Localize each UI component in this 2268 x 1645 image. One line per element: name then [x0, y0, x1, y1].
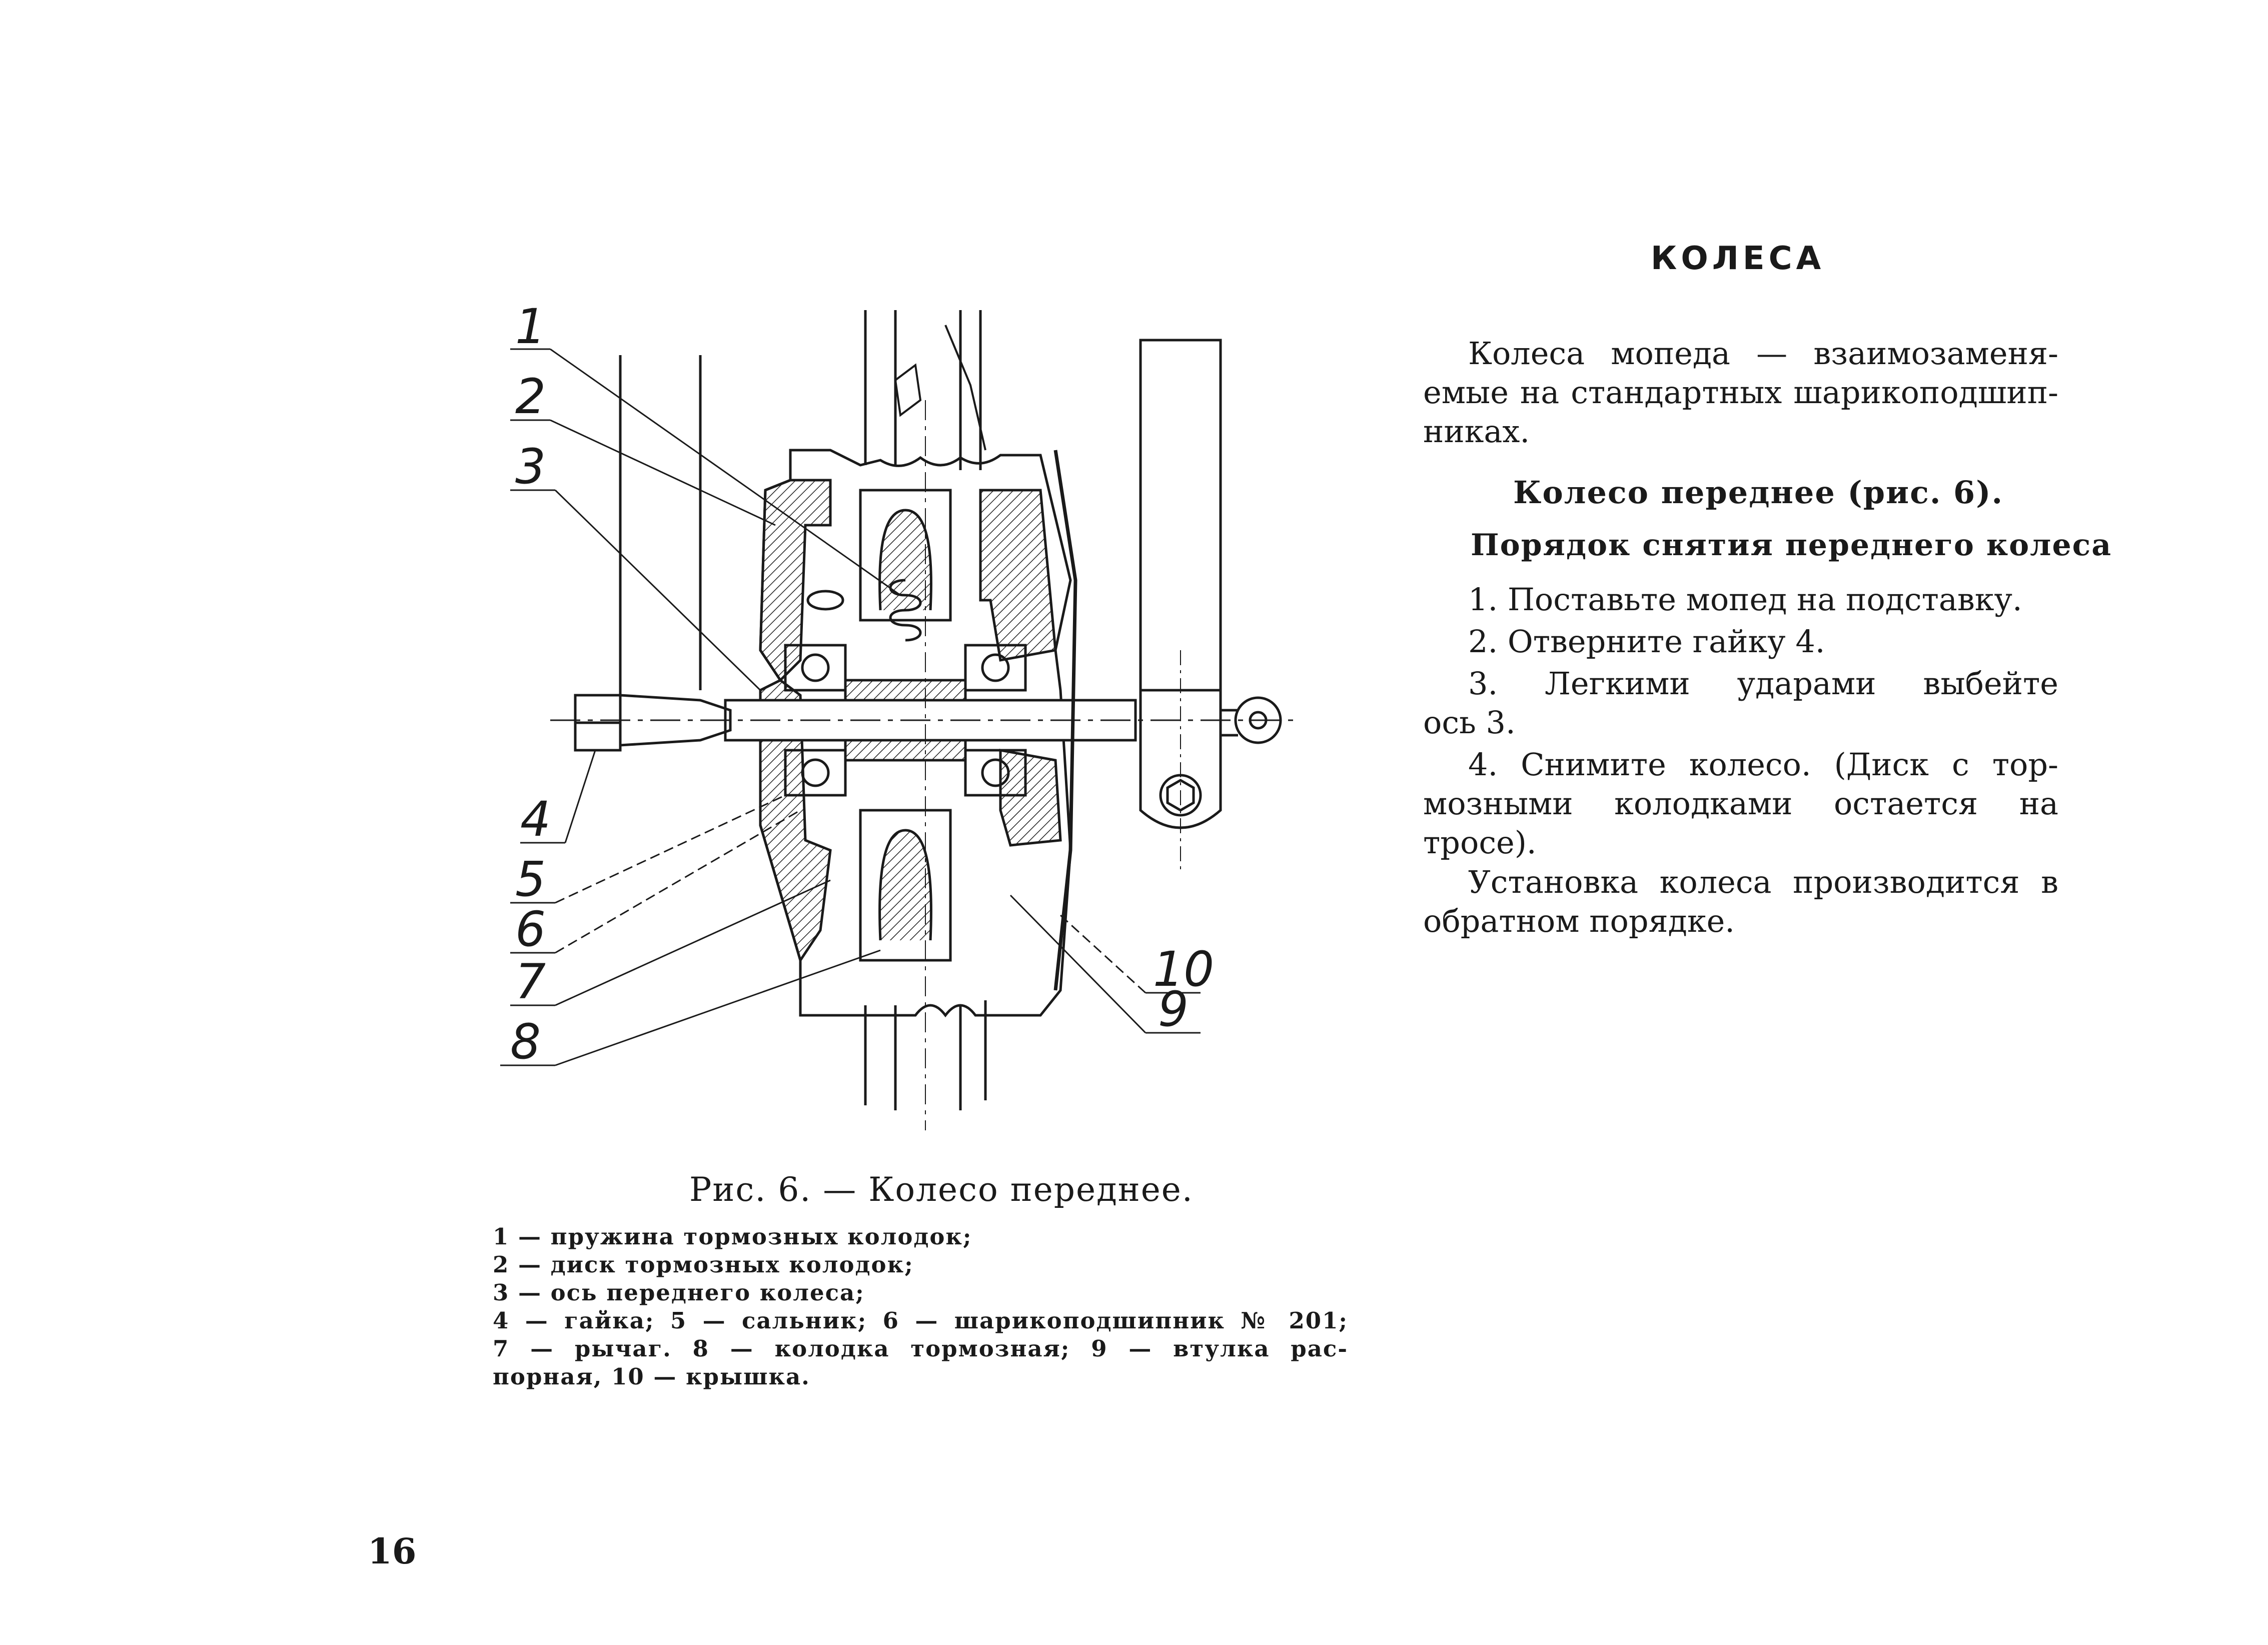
callout-8: 8 [510, 1014, 541, 1070]
removal-steps [1423, 580, 2058, 865]
brake-shoe-bottom [880, 830, 931, 940]
leader-6-ray [555, 810, 800, 953]
install-line: Установка колеса производится в [1468, 864, 2058, 900]
leader-2-ray [550, 420, 775, 525]
step-4-line: мозными колодками остается на [1423, 785, 2058, 822]
step-4-line: 4. Снимите колесо. (Диск с тор- [1468, 746, 2058, 783]
callout-7: 7 [515, 954, 546, 1010]
hub-section-upper [760, 480, 830, 680]
hub-section-right-upper [980, 490, 1055, 660]
legend-line: 7 — рычаг. 8 — колодка тормозная; 9 — втулка рас- [493, 1335, 1348, 1362]
callout-1: 1 [515, 299, 546, 355]
leader-7-ray [555, 880, 830, 1005]
legend-line: 3 — ось переднего колеса; [493, 1279, 865, 1306]
callout-2: 2 [515, 369, 546, 425]
step-3-line: ось 3. [1423, 704, 1516, 741]
step-1: 1. Поставьте мопед на подставку. [1468, 581, 2022, 618]
step-4 [1423, 745, 2058, 862]
legend-line: 2 — диск тормозных колодок; [493, 1251, 914, 1278]
leader-3-ray [555, 490, 760, 690]
legend-line: 4 — гайка; 5 — сальник; 6 — шарикоподшипник № 201; [493, 1307, 1348, 1334]
page-number: 16 [368, 1530, 417, 1572]
cable-fitting [895, 365, 920, 415]
callout-5: 5 [515, 851, 546, 907]
install-line: обратном порядке. [1423, 903, 1735, 939]
intro-line: никах. [1423, 413, 1530, 450]
ball-right-upper [982, 655, 1008, 681]
legend-line: порная, 10 — крышка. [493, 1363, 810, 1390]
intro-line: емые на стандартных шарикоподшип- [1423, 374, 2058, 411]
leader-9-ray [1010, 895, 1146, 1033]
callout-6: 6 [515, 901, 546, 957]
hub-section-right-lower [1000, 750, 1060, 845]
callout-3: 3 [515, 439, 546, 495]
step-3-line: 3. Легкими ударами выбейте [1468, 665, 2058, 702]
legend-line: 1 — пружина тормозных колодок; [493, 1223, 972, 1250]
step-3 [1423, 664, 2058, 742]
intro-paragraph [1423, 334, 2058, 451]
leader-10-ray [1060, 915, 1146, 993]
leader-4-ray [565, 750, 595, 843]
callout-4: 4 [520, 791, 551, 847]
front-wheel-heading: Колесо переднее (рис. 6). [1513, 474, 2004, 511]
installation-note [1423, 863, 2058, 941]
ball-left-upper [802, 655, 828, 681]
callout-9: 9 [1158, 981, 1189, 1037]
step-2: 2. Отверните гайку 4. [1468, 623, 1825, 660]
figure-legend [493, 1223, 1348, 1391]
fork-right-tube [1141, 340, 1221, 690]
leader-8-ray [555, 950, 880, 1065]
front-wheel-drawing [480, 300, 1351, 1150]
removal-procedure-heading: Порядок снятия переднего колеса [1471, 528, 2112, 563]
section-title: КОЛЕСА [1651, 240, 1825, 277]
figure-caption: Рис. 6. — Колесо переднее. [689, 1170, 1194, 1209]
callout-10: 10 [1153, 941, 1215, 997]
leader-1-ray [550, 349, 900, 595]
intro-line: Колеса мопеда — взаимозаменя- [1468, 335, 2058, 372]
ball-left-lower [802, 760, 828, 786]
step-4-line: тросе). [1423, 824, 1537, 861]
leader-5-ray [555, 795, 785, 903]
lever-pin [808, 591, 843, 609]
